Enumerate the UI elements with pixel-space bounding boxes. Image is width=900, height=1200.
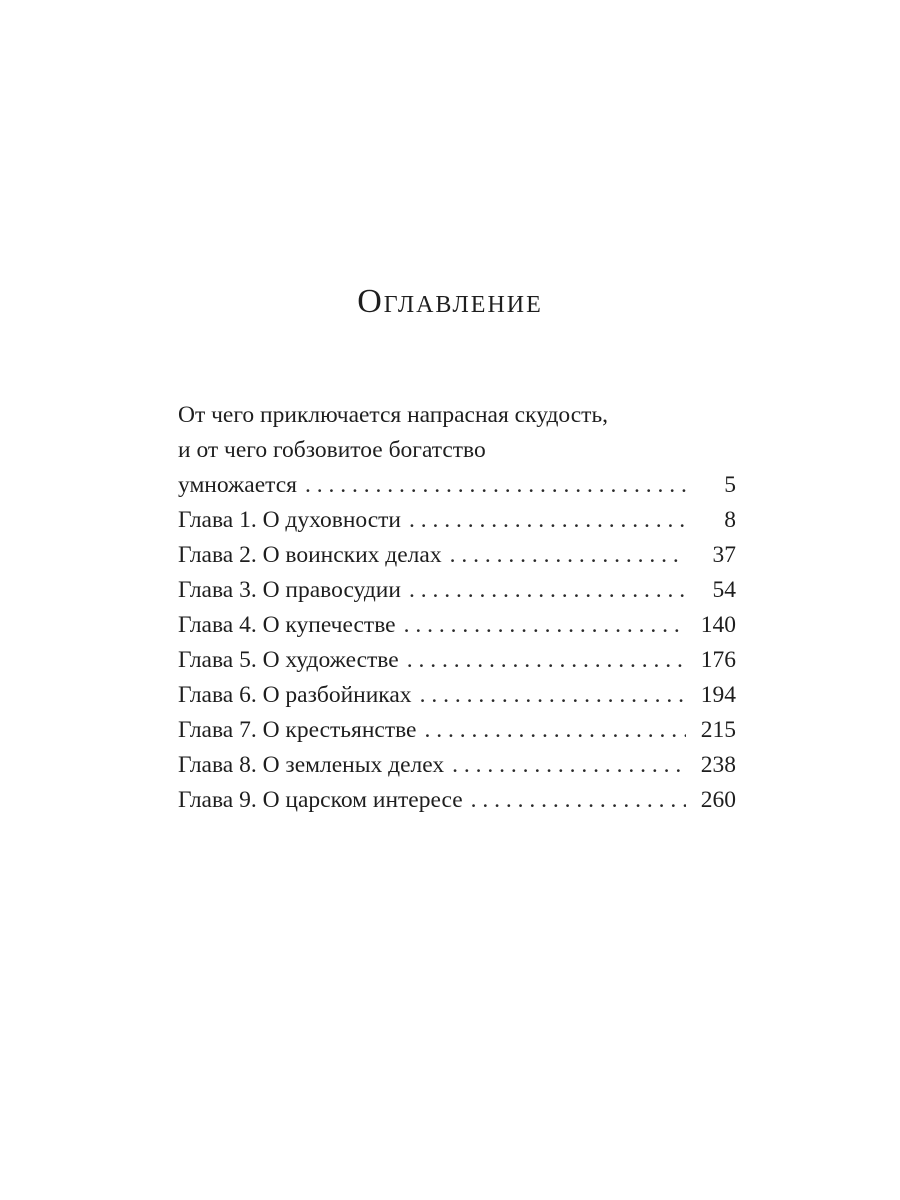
- toc-entry-chapter-4[interactable]: [178, 608, 736, 643]
- toc-page-number: 5: [724, 472, 736, 498]
- toc-page-number: 54: [712, 577, 736, 603]
- toc-page-number: 176: [700, 647, 736, 673]
- page-title: Оглавление: [357, 283, 543, 320]
- toc-page-number: 194: [700, 682, 736, 708]
- toc-entry-chapter-2[interactable]: [178, 538, 736, 573]
- toc-entry-chapter-3[interactable]: [178, 573, 736, 608]
- toc-entry-label: Глава 3. О правосудии: [178, 577, 401, 603]
- table-of-contents: [178, 398, 736, 818]
- dot-leader: [409, 503, 686, 538]
- toc-entry-label: Глава 2. О воинских делах: [178, 542, 442, 568]
- dot-leader: [452, 748, 686, 783]
- toc-page-number: 238: [700, 752, 736, 778]
- toc-page-number: 260: [700, 787, 736, 813]
- toc-intro-line: От чего приключается напрасная скудость,: [178, 402, 609, 428]
- dot-leader: [407, 643, 686, 678]
- dot-leader: [471, 783, 686, 818]
- dot-leader: [404, 608, 686, 643]
- toc-page-number: 8: [724, 507, 736, 533]
- toc-intro-line: и от чего гобзовитое богатство: [178, 437, 486, 463]
- toc-entry-label: Глава 4. О купечестве: [178, 612, 396, 638]
- dot-leader: [450, 538, 686, 573]
- dot-leader: [409, 573, 686, 608]
- toc-entry-chapter-9[interactable]: [178, 783, 736, 818]
- dot-leader: [305, 468, 686, 503]
- toc-entry-chapter-5[interactable]: [178, 643, 736, 678]
- toc-entry-chapter-8[interactable]: [178, 748, 736, 783]
- toc-page-number: 37: [712, 542, 736, 568]
- toc-entry-label: Глава 5. О художестве: [178, 647, 399, 673]
- toc-entry-label: Глава 7. О крестьянстве: [178, 717, 417, 743]
- toc-page-number: 215: [700, 717, 736, 743]
- toc-entry-label: Глава 6. О разбойниках: [178, 682, 412, 708]
- toc-entry-label: умножается: [178, 472, 297, 498]
- toc-entry-chapter-1[interactable]: [178, 503, 736, 538]
- dot-leader: [425, 713, 687, 748]
- dot-leader: [420, 678, 686, 713]
- toc-entry-intro[interactable]: [178, 468, 736, 503]
- toc-entry-label: Глава 8. О земленых делех: [178, 752, 445, 778]
- toc-entry-chapter-7[interactable]: [178, 713, 736, 748]
- toc-page-number: 140: [700, 612, 736, 638]
- toc-entry-chapter-6[interactable]: [178, 678, 736, 713]
- toc-entry-label: Глава 1. О духовности: [178, 507, 402, 533]
- toc-entry-label: Глава 9. О царском интересе: [178, 787, 463, 813]
